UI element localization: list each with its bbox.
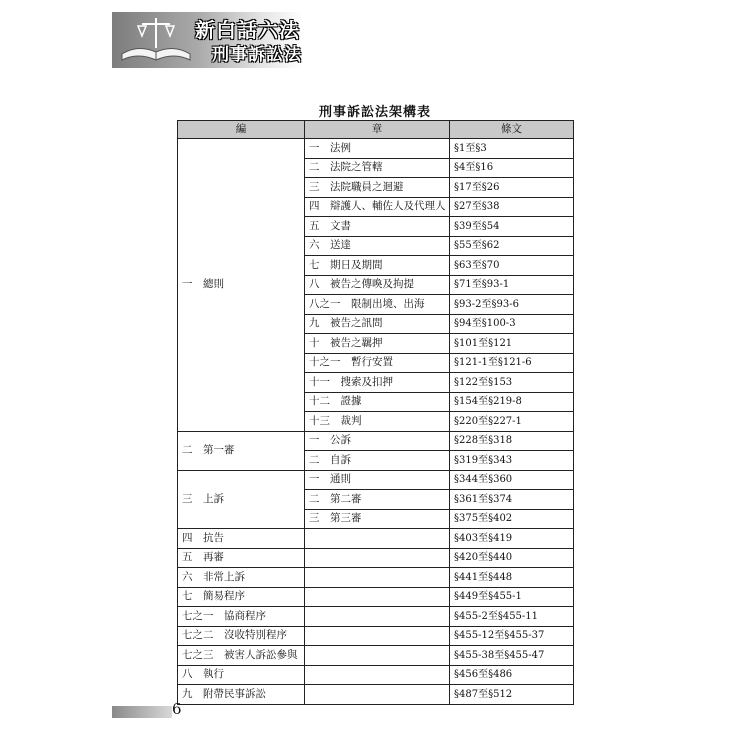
articles-cell: §121-1至§121-6 bbox=[450, 353, 574, 373]
part-cell: 八 執行 bbox=[178, 665, 305, 685]
chapter-cell: 七 期日及期間 bbox=[305, 256, 450, 276]
open-book-icon bbox=[118, 14, 194, 66]
table-row bbox=[178, 139, 574, 159]
chapter-cell: 六 送達 bbox=[305, 236, 450, 256]
table-row bbox=[178, 665, 574, 685]
articles-cell: §228至§318 bbox=[450, 431, 574, 451]
articles-cell: §4至§16 bbox=[450, 158, 574, 178]
articles-cell: §441至§448 bbox=[450, 568, 574, 588]
articles-cell: §456至§486 bbox=[450, 665, 574, 685]
chapter-cell: 三 法院職員之迴避 bbox=[305, 178, 450, 198]
articles-cell: §420至§440 bbox=[450, 548, 574, 568]
book-title: 刑事訴訟法 bbox=[212, 45, 302, 65]
chapter-cell: 八之一 限制出境、出海 bbox=[305, 295, 450, 315]
articles-cell: §319至§343 bbox=[450, 451, 574, 471]
page-number: 6 bbox=[172, 700, 182, 718]
chapter-cell: 一 公訴 bbox=[305, 431, 450, 451]
articles-cell: §220至§227-1 bbox=[450, 412, 574, 432]
chapter-cell bbox=[305, 685, 450, 705]
articles-cell: §449至§455-1 bbox=[450, 587, 574, 607]
chapter-cell: 十二 證據 bbox=[305, 392, 450, 412]
chapter-cell: 二 第二審 bbox=[305, 490, 450, 510]
articles-cell: §39至§54 bbox=[450, 217, 574, 237]
articles-cell: §403至§419 bbox=[450, 529, 574, 549]
part-cell: 四 抗告 bbox=[178, 529, 305, 549]
articles-cell: §101至§121 bbox=[450, 334, 574, 354]
chapter-cell: 九 被告之訊問 bbox=[305, 314, 450, 334]
chapter-cell: 二 自訴 bbox=[305, 451, 450, 471]
column-header-articles: 條文 bbox=[450, 121, 574, 139]
table-row bbox=[178, 431, 574, 451]
chapter-cell: 十一 搜索及扣押 bbox=[305, 373, 450, 393]
articles-cell: §63至§70 bbox=[450, 256, 574, 276]
table-row bbox=[178, 548, 574, 568]
chapter-cell: 十之一 暫行安置 bbox=[305, 353, 450, 373]
column-header-chapter: 章 bbox=[305, 121, 450, 139]
part-cell: 三 上訴 bbox=[178, 470, 305, 529]
chapter-cell: 十 被告之羈押 bbox=[305, 334, 450, 354]
part-cell: 一 總則 bbox=[178, 139, 305, 432]
chapter-cell: 四 辯護人、輔佐人及代理人 bbox=[305, 197, 450, 217]
table-header-row bbox=[178, 121, 574, 139]
chapter-cell bbox=[305, 665, 450, 685]
articles-cell: §455-38至§455-47 bbox=[450, 646, 574, 666]
chapter-cell: 一 法例 bbox=[305, 139, 450, 159]
chapter-cell bbox=[305, 529, 450, 549]
chapter-cell bbox=[305, 568, 450, 588]
articles-cell: §455-12至§455-37 bbox=[450, 626, 574, 646]
chapter-cell bbox=[305, 548, 450, 568]
table-body bbox=[178, 139, 574, 705]
series-title: 新白話六法 bbox=[195, 18, 300, 42]
chapter-cell: 三 第三審 bbox=[305, 509, 450, 529]
articles-cell: §55至§62 bbox=[450, 236, 574, 256]
chapter-cell: 八 被告之傳喚及拘提 bbox=[305, 275, 450, 295]
table-title: 刑事訴訟法架構表 bbox=[318, 105, 431, 120]
part-cell: 七之二 沒收特別程序 bbox=[178, 626, 305, 646]
articles-cell: §361至§374 bbox=[450, 490, 574, 510]
articles-cell: §17至§26 bbox=[450, 178, 574, 198]
chapter-cell bbox=[305, 587, 450, 607]
table-row bbox=[178, 587, 574, 607]
part-cell: 五 再審 bbox=[178, 548, 305, 568]
chapter-cell bbox=[305, 626, 450, 646]
chapter-cell bbox=[305, 607, 450, 627]
table-row bbox=[178, 646, 574, 666]
articles-cell: §71至§93-1 bbox=[450, 275, 574, 295]
part-cell: 七之一 協商程序 bbox=[178, 607, 305, 627]
articles-cell: §94至§100-3 bbox=[450, 314, 574, 334]
articles-cell: §344至§360 bbox=[450, 470, 574, 490]
part-cell: 九 附帶民事訴訟 bbox=[178, 685, 305, 705]
articles-cell: §27至§38 bbox=[450, 197, 574, 217]
chapter-cell: 十三 裁判 bbox=[305, 412, 450, 432]
table-row bbox=[178, 529, 574, 549]
law-structure-table bbox=[177, 120, 574, 705]
part-cell: 七之三 被害人訴訟參與 bbox=[178, 646, 305, 666]
articles-cell: §1至§3 bbox=[450, 139, 574, 159]
part-cell: 七 簡易程序 bbox=[178, 587, 305, 607]
articles-cell: §375至§402 bbox=[450, 509, 574, 529]
chapter-cell: 一 通則 bbox=[305, 470, 450, 490]
articles-cell: §487至§512 bbox=[450, 685, 574, 705]
articles-cell: §122至§153 bbox=[450, 373, 574, 393]
table-row bbox=[178, 470, 574, 490]
table-row bbox=[178, 685, 574, 705]
articles-cell: §93-2至§93-6 bbox=[450, 295, 574, 315]
table-row bbox=[178, 607, 574, 627]
footer-bar bbox=[112, 706, 172, 718]
table-row bbox=[178, 568, 574, 588]
chapter-cell bbox=[305, 646, 450, 666]
part-cell: 二 第一審 bbox=[178, 431, 305, 470]
column-header-part: 編 bbox=[178, 121, 305, 139]
table-row bbox=[178, 626, 574, 646]
chapter-cell: 二 法院之管轄 bbox=[305, 158, 450, 178]
articles-cell: §455-2至§455-11 bbox=[450, 607, 574, 627]
chapter-cell: 五 文書 bbox=[305, 217, 450, 237]
articles-cell: §154至§219-8 bbox=[450, 392, 574, 412]
part-cell: 六 非常上訴 bbox=[178, 568, 305, 588]
